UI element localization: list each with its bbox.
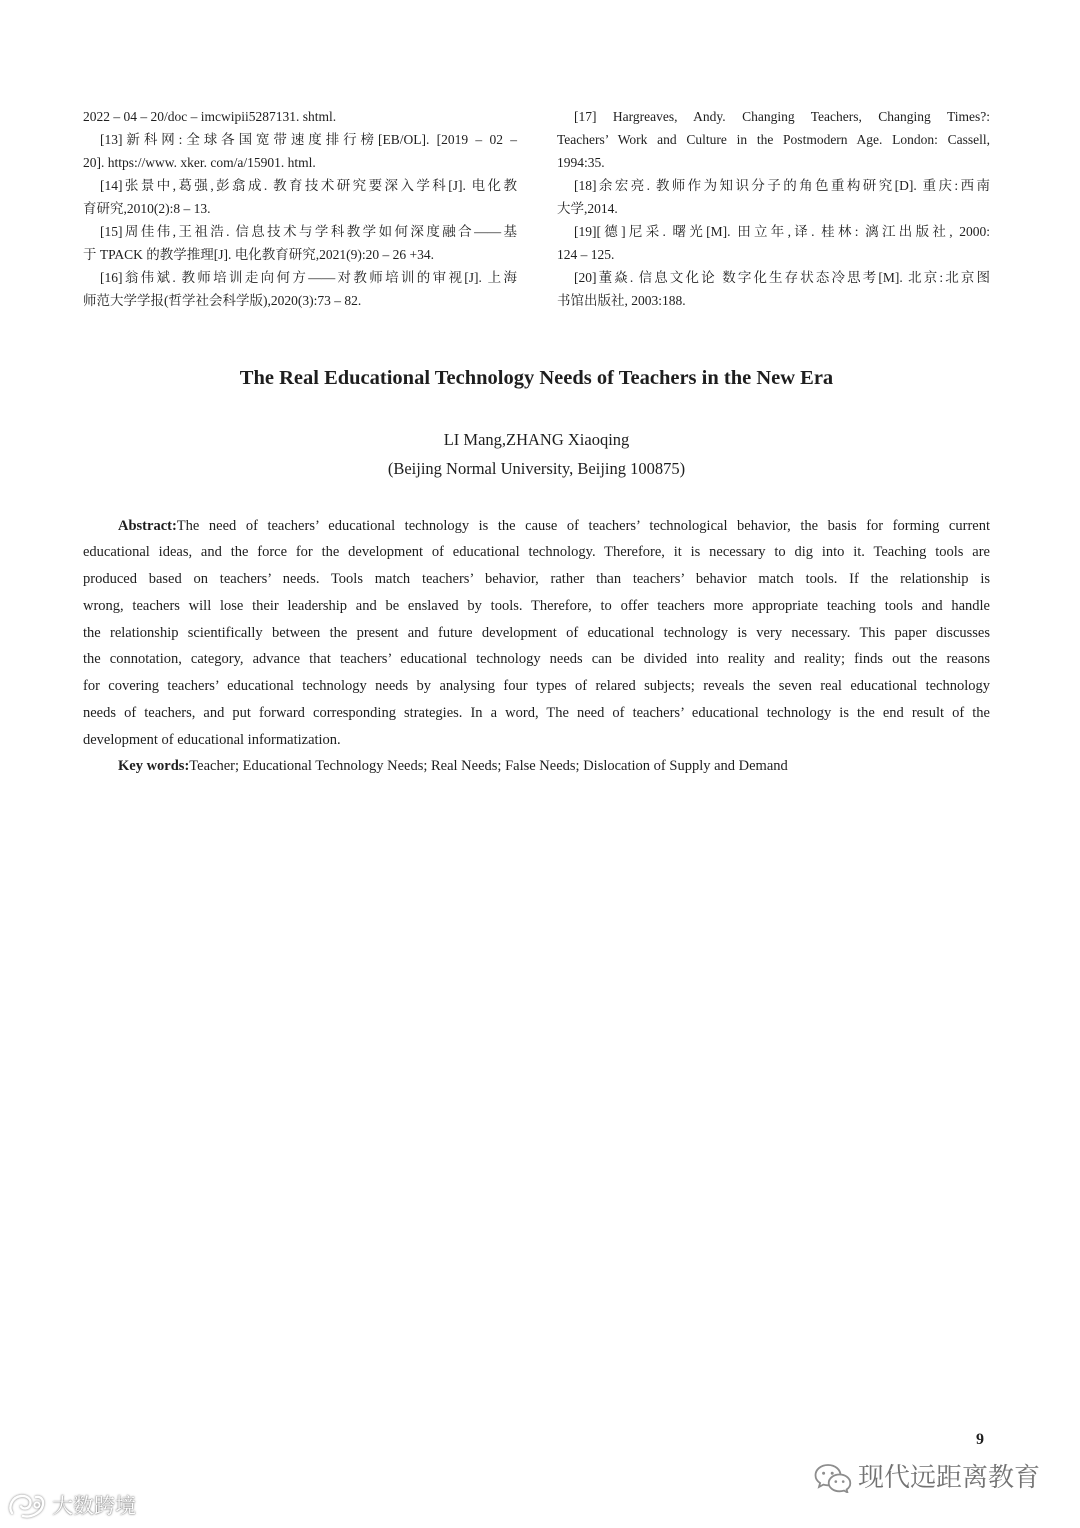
reference-line: 2022 – 04 – 20/doc – imcwipii5287131. shtml.	[83, 108, 337, 124]
reference-line: 师范大学学报(哲学社会科学版),2020(3):73 – 82.	[83, 292, 362, 308]
reference-15	[83, 220, 517, 266]
watermark-text: 大数跨境	[52, 1494, 136, 1518]
reference-line: [15]周佳伟,王祖浩. 信息技术与学科教学如何深度融合——基	[100, 223, 517, 239]
reference-line: [16]翁伟斌. 教师培训走向何方——对教师培训的审视[J]. 上海	[100, 269, 517, 285]
keywords-text: Teacher; Educational Technology Needs; Real Needs; False Needs; Dislocation of Supply and Demand	[189, 758, 788, 775]
reference-line: 20]. https://www. xker. com/a/15901. html.	[83, 154, 316, 170]
abstract-line: wrong, teachers will lose their leadership and be enslaved by tools. Therefore, to offer teachers more appropriate teaching tools and handle	[83, 597, 990, 614]
reference-13	[83, 128, 517, 174]
reference-14	[83, 174, 517, 220]
reference-line: [20]董焱. 信息文化论 数字化生存状态冷思考[M]. 北京:北京图	[574, 269, 990, 285]
keywords-label: Key words:	[118, 758, 190, 775]
reference-19	[557, 220, 990, 266]
abstract-text: The need of teachers’ educational technology is the cause of teachers’ technological behavior, the basis for forming current	[176, 517, 990, 534]
watermark-text: 现代远距离教育	[858, 1463, 1041, 1493]
reference-line: [19][德]尼采. 曙光[M]. 田立年,译. 桂林: 漓江出版社, 2000:	[574, 223, 990, 239]
reference-line: [13]新科网:全球各国宽带速度排行榜[EB/OL]. [2019 – 02 –	[100, 131, 517, 147]
wechat-icon	[814, 1463, 852, 1493]
abstract-line: produced based on teachers’ needs. Tools match teachers’ behavior, rather than teachers’ behavior match tools. If the relationship is	[83, 571, 990, 588]
paper-authors: LI Mang,ZHANG Xiaoqing	[443, 430, 630, 449]
abstract-line: the relationship scientifically between the present and future development of educational technology is very necessary. This paper discusses	[83, 624, 990, 641]
reference-line: 育研究,2010(2):8 – 13.	[83, 200, 211, 216]
logo-icon	[6, 1491, 48, 1521]
abstract-label: Abstract:	[118, 517, 177, 534]
abstract-line: the connotation, category, advance that teachers’ educational technology needs can be divided into reality and reality; finds out the reasons	[83, 651, 990, 668]
paper-title: The Real Educational Technology Needs of Teachers in the New Era	[239, 367, 834, 389]
page-number: 9	[976, 1431, 984, 1448]
reference-20	[557, 266, 990, 312]
watermark-logo	[6, 1490, 136, 1522]
paper-affiliation: (Beijing Normal University, Beijing 100875)	[387, 459, 686, 478]
abstract-line: development of educational informatization.	[83, 731, 341, 748]
reference-line: 124 – 125.	[557, 246, 615, 262]
reference-line: 书馆出版社, 2003:188.	[557, 292, 686, 308]
keywords	[83, 753, 990, 780]
abstract-line: needs of teachers, and put forward corresponding strategies. In a word, The need of teachers’ educational technology is the end result of the	[83, 704, 990, 721]
reference-17	[557, 105, 990, 174]
reference-line: 1994:35.	[557, 154, 605, 170]
reference-18	[557, 174, 990, 220]
abstract-line: for covering teachers’ educational technology needs by analysing four types of relared subjects; reveals the seven real educational technology	[83, 678, 990, 695]
reference-line: [17] Hargreaves, Andy. Changing Teachers, Changing Times?:	[574, 108, 990, 124]
references-left-column	[83, 105, 517, 312]
reference-line: [18]余宏亮. 教师作为知识分子的角色重构研究[D]. 重庆:西南	[574, 177, 990, 193]
reference-12-continued	[83, 105, 517, 128]
abstract	[83, 513, 990, 781]
reference-16	[83, 266, 517, 312]
references-right-column	[557, 105, 990, 312]
reference-line: 于 TPACK 的教学推理[J]. 电化教育研究,2021(9):20 – 26 +34.	[83, 246, 434, 262]
abstract-line: educational ideas, and the force for the development of educational technology. Therefore, it is necessary to dig into it. Teaching tools are	[83, 544, 990, 561]
abstract-line	[83, 513, 990, 540]
reference-line: Teachers’ Work and Culture in the Postmodern Age. London: Cassell,	[557, 131, 990, 147]
reference-line: [14]张景中,葛强,彭翕成. 教育技术研究要深入学科[J]. 电化教	[100, 177, 517, 193]
watermark-wechat	[814, 1460, 1040, 1496]
reference-line: 大学,2014.	[557, 200, 618, 216]
